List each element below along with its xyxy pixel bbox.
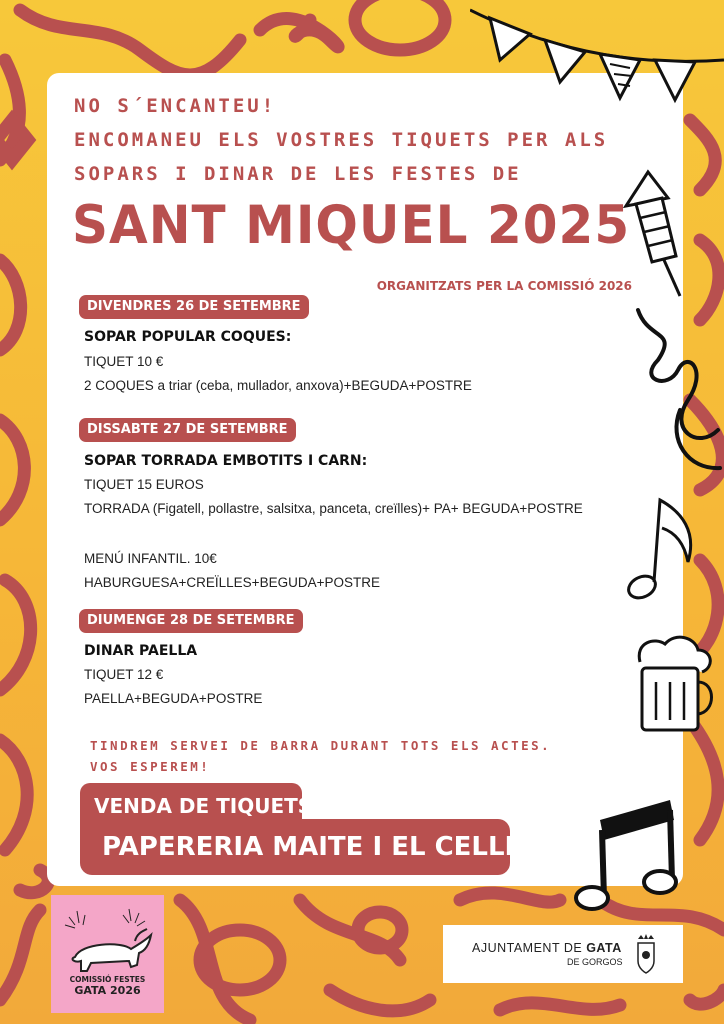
event-line: TIQUET 15 EUROS <box>84 477 204 492</box>
beer-mug-icon <box>630 632 720 737</box>
commission-logo-line-2: GATA 2026 <box>74 984 141 997</box>
bar-service-note: TINDREM SERVEI DE BARRA DURANT TOTS ELS ACTES. <box>90 738 552 753</box>
ticket-sales-label: VENDA DE TIQUETS: <box>80 783 302 831</box>
commission-logo-line-1: COMISSIÓ FESTES <box>69 975 146 984</box>
event-line: PAELLA+BEGUDA+POSTRE <box>84 691 263 706</box>
ticket-sales-place: PAPERERIA MAITE I EL CELLER <box>80 819 510 875</box>
double-music-note-icon <box>570 790 690 920</box>
event-line: TORRADA (Figatell, pollastre, salsitxa, panceta, creïlles)+ PA+ BEGUDA+POSTRE <box>84 501 583 516</box>
commission-logo <box>51 895 164 1013</box>
council-name <box>472 941 622 955</box>
event-line: MENÚ INFANTIL. 10€ <box>84 551 217 566</box>
event-name-sunday: DINAR PAELLA <box>84 643 198 659</box>
event-name-friday: SOPAR POPULAR COQUES: <box>84 329 292 345</box>
bunting-icon <box>470 0 724 120</box>
council-subtitle: DE GORGOS <box>567 957 623 967</box>
event-line: TIQUET 12 € <box>84 667 164 682</box>
event-line: TIQUET 10 € <box>84 354 164 369</box>
organizer-note: ORGANITZATS PER LA COMISSIÓ 2026 <box>376 279 632 293</box>
day-badge-sunday: DIUMENGE 28 DE SETEMBRE <box>79 609 303 633</box>
event-line: HABURGUESA+CREÏLLES+BEGUDA+POSTRE <box>84 575 380 590</box>
page-title: SANT MIQUEL 2025 <box>72 194 631 256</box>
headline-line-3: SOPARS I DINAR DE LES FESTES DE <box>74 163 522 185</box>
event-name-saturday: SOPAR TORRADA EMBOTITS I CARN: <box>84 453 368 469</box>
council-name-bold: GATA <box>586 941 622 955</box>
event-line: 2 COQUES a triar (ceba, mullador, anxova)+BEGUDA+POSTRE <box>84 378 472 393</box>
day-badge-friday: DIVENDRES 26 DE SETEMBRE <box>79 295 309 319</box>
music-note-icon <box>622 492 702 607</box>
headline-line-1: NO S´ENCANTEU! <box>74 95 277 117</box>
day-badge-saturday: DISSABTE 27 DE SETEMBRE <box>79 418 296 442</box>
headline-line-2: ENCOMANEU ELS VOSTRES TIQUETS PER ALS <box>74 129 609 151</box>
closing-note: VOS ESPEREM! <box>90 759 211 774</box>
council-logo <box>443 925 683 983</box>
coat-of-arms-icon <box>635 933 657 975</box>
streamer-icon <box>628 300 724 480</box>
council-name-prefix: AJUNTAMENT DE <box>472 941 587 955</box>
